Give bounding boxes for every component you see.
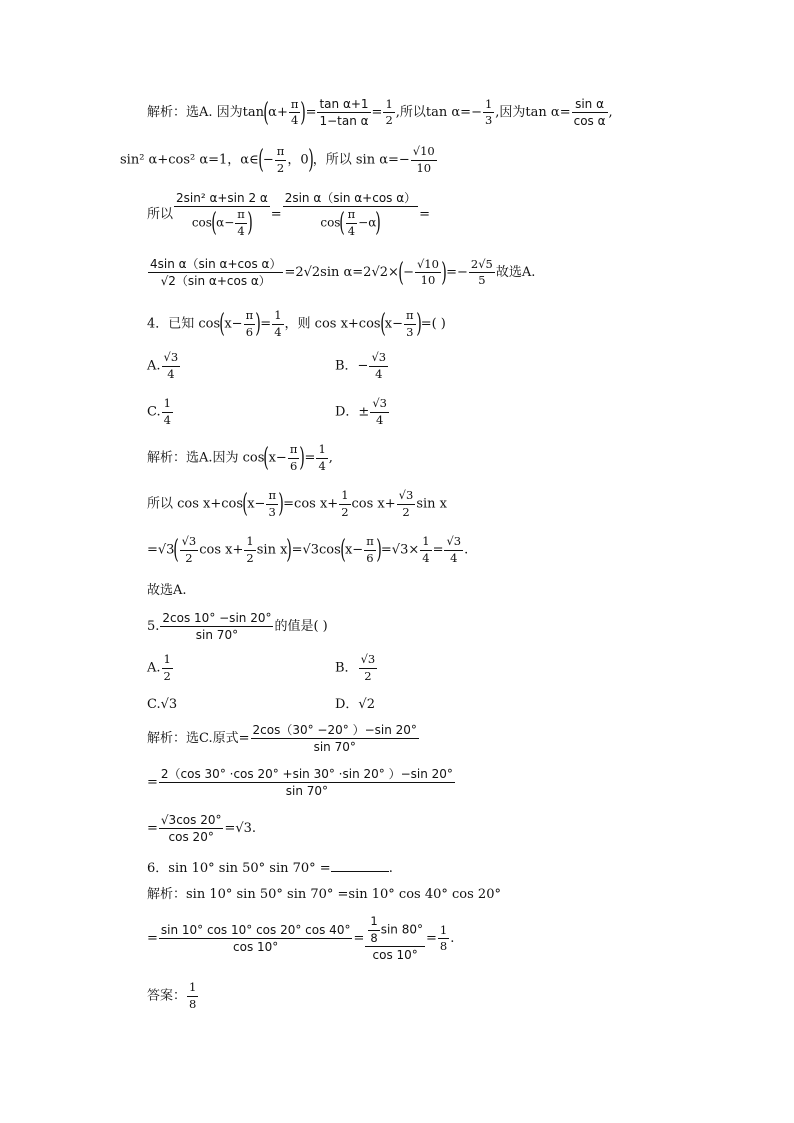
fraction: [365, 916, 425, 961]
den: 4: [274, 324, 282, 339]
num: 1: [162, 398, 173, 413]
fraction: [483, 96, 494, 127]
den: 6: [289, 458, 298, 473]
fraction: [180, 536, 199, 564]
den: 4: [167, 366, 175, 381]
q3-solution-line-1: [147, 98, 613, 127]
text: −α: [358, 215, 377, 230]
den: 8: [370, 930, 378, 945]
text: =: [147, 931, 158, 946]
paren: (: [219, 309, 226, 339]
q3-solution-line-4: [147, 258, 535, 287]
den: 2: [402, 504, 410, 519]
paren: (: [379, 309, 386, 339]
q5-stem: [147, 612, 328, 641]
num: 1: [187, 982, 198, 997]
text: sin 80°: [380, 922, 423, 937]
fraction: [397, 490, 416, 518]
num: 2√5: [469, 259, 495, 274]
q5-solution-line-3: [147, 814, 256, 843]
text: =: [425, 931, 437, 946]
fraction: [346, 209, 358, 237]
fraction: [244, 536, 255, 564]
fraction: [411, 146, 437, 174]
num: 1: [368, 916, 379, 931]
num: √3: [369, 352, 388, 367]
den: 4: [163, 412, 171, 427]
fraction: [148, 258, 283, 287]
den: 6: [245, 324, 254, 339]
text: ，0: [287, 152, 309, 168]
fraction: [444, 536, 463, 564]
num: 1: [162, 654, 173, 669]
text: −: [403, 265, 414, 280]
paren: ): [247, 208, 253, 238]
num: 2cos（30° −20° ）−sin 20°: [252, 723, 417, 737]
num: √10: [411, 146, 437, 161]
text: x−: [224, 316, 243, 332]
text: =2√2sin α=2√2×: [284, 265, 399, 280]
text: =: [270, 207, 282, 222]
num: sin 10° cos 10° cos 20° cos 40°: [160, 923, 351, 937]
q4-solution-line-3: [147, 536, 468, 564]
num: √3: [359, 654, 378, 669]
num: 1: [483, 99, 494, 114]
paren: ): [255, 309, 262, 339]
fraction: [415, 256, 441, 287]
text: cos: [191, 215, 212, 230]
num: π: [289, 99, 301, 114]
den: cos 10°: [233, 940, 279, 954]
text: A.: [147, 358, 161, 374]
num: 1: [316, 444, 327, 459]
paren: (: [398, 257, 404, 288]
den: 4: [290, 113, 299, 127]
num: √3: [444, 536, 463, 551]
text: =√3: [147, 542, 175, 558]
q5-option-d[interactable]: [335, 698, 375, 711]
text: C.√3: [147, 697, 178, 712]
fraction: [469, 256, 495, 287]
den: sin 70°: [285, 784, 329, 798]
text: D．√2: [335, 697, 375, 712]
text: A.: [147, 660, 161, 676]
den: 4: [347, 223, 356, 238]
fraction: [438, 922, 449, 953]
fraction: [159, 814, 224, 843]
den: 10: [416, 160, 432, 175]
text: x−: [384, 316, 403, 332]
fraction: [244, 310, 256, 338]
den: 3: [268, 504, 276, 519]
num: π: [346, 209, 358, 224]
fraction: [283, 192, 418, 237]
paren: (: [263, 97, 269, 128]
text: =( ): [420, 316, 446, 332]
num: π: [404, 310, 416, 325]
text: =: [305, 105, 317, 120]
text: ,: [328, 450, 333, 466]
num: 1: [339, 490, 350, 505]
num: π: [235, 209, 247, 224]
den: 4: [450, 550, 458, 565]
den: 4: [375, 366, 383, 381]
paren: (: [263, 443, 270, 473]
text: 故选A.: [147, 583, 187, 598]
den: 4: [318, 458, 326, 473]
text: cos x+: [351, 496, 396, 512]
text: =−: [446, 265, 468, 280]
q4-option-b[interactable]: [335, 352, 389, 380]
q6-stem: [147, 862, 393, 875]
den: 3: [406, 324, 414, 339]
fraction: [159, 924, 353, 953]
text: =: [304, 450, 316, 466]
num: 1: [420, 536, 431, 551]
q4-stem: [147, 310, 446, 338]
q5-solution-line-1: [147, 724, 420, 753]
fraction: [317, 98, 370, 127]
text: sin x: [416, 496, 447, 512]
text: =: [371, 105, 383, 120]
text: ,: [608, 105, 613, 120]
paren: (: [173, 535, 180, 565]
text: sin² α+cos² α=1，α∈: [120, 152, 259, 168]
paren: ): [307, 145, 314, 175]
den: 4: [422, 550, 430, 565]
q6-answer: [147, 982, 199, 1010]
fraction: [288, 444, 300, 472]
fraction: [187, 982, 198, 1010]
text: C.: [147, 404, 161, 420]
den: √2（sin α+cos α）: [160, 274, 271, 288]
fraction: [339, 490, 350, 518]
text: ,因为tan α=: [495, 105, 571, 120]
text: ，则 cos x+cos: [284, 316, 381, 332]
den: 2: [185, 550, 193, 565]
fraction: [162, 352, 181, 380]
text: 所以 cos x+cos: [147, 496, 244, 512]
num: √3: [370, 398, 389, 413]
q4-solution-line-2: [147, 490, 447, 518]
text: 6．sin 10° sin 50° sin 70° =: [147, 861, 331, 876]
text: 解析：选C.原式=: [147, 731, 250, 746]
den: 3: [484, 113, 493, 127]
den: cos 10°: [372, 948, 418, 962]
den: cos α: [573, 114, 606, 128]
num: 4sin α（sin α+cos α）: [150, 257, 282, 271]
den: sin 70°: [195, 628, 239, 642]
num: π: [364, 536, 376, 551]
text: sin x: [256, 542, 288, 558]
num: π: [266, 490, 278, 505]
num: √10: [415, 259, 441, 274]
paren: ): [441, 257, 447, 288]
text: 答案：: [147, 988, 187, 1004]
den: 2: [246, 550, 254, 565]
fraction: [275, 146, 287, 174]
den: 10: [420, 273, 436, 287]
q5-option-a[interactable]: [147, 654, 174, 682]
den: 8: [189, 996, 197, 1011]
text: =: [432, 542, 444, 558]
fraction: [364, 536, 376, 564]
den: 1−tan α: [319, 114, 369, 128]
den: 2: [163, 668, 171, 683]
paren: (: [257, 145, 264, 175]
den: sin 70°: [313, 740, 356, 754]
text: .: [450, 931, 455, 946]
text: α+: [268, 105, 288, 120]
text: ，所以 sin α=−: [312, 152, 410, 168]
den: [174, 207, 270, 237]
fraction: [266, 490, 278, 518]
q4-option-a[interactable]: [147, 352, 181, 380]
den: cos 20°: [168, 830, 214, 844]
text: =: [260, 316, 272, 332]
text: −: [262, 152, 274, 168]
text: 5.: [147, 619, 160, 634]
text: B．: [335, 660, 358, 676]
num: 1: [383, 99, 394, 114]
num: 1: [438, 925, 449, 940]
fraction: [162, 398, 173, 426]
fraction: [289, 96, 301, 127]
num: π: [275, 146, 287, 161]
fraction: [159, 768, 455, 797]
paren: (: [340, 535, 346, 565]
text: =√3.: [224, 821, 257, 836]
paren: (: [339, 208, 346, 238]
q4-solution-line-4: [147, 584, 187, 597]
fraction: [404, 310, 416, 338]
paren: ): [375, 208, 382, 238]
den: 2: [341, 504, 349, 519]
den: 2: [276, 160, 285, 175]
fraction: [235, 209, 247, 237]
text: =√3cos: [291, 542, 341, 558]
fraction: [383, 96, 394, 127]
fraction: [251, 724, 419, 753]
q4-solution-line-1: [147, 444, 333, 472]
text: =cos x+: [283, 496, 339, 512]
text: =: [353, 931, 365, 946]
q4-option-d[interactable]: [335, 398, 390, 426]
text: 的值是( ): [274, 619, 328, 634]
num: 2sin² α+sin 2 α: [176, 191, 268, 205]
paren: ): [376, 535, 382, 565]
paren: ): [299, 443, 306, 473]
fraction: [359, 654, 378, 682]
fraction: [420, 536, 431, 564]
q5-option-c[interactable]: [147, 698, 177, 711]
num: 1: [272, 310, 283, 325]
den: 4: [237, 223, 245, 238]
q5-solution-line-2: [147, 768, 456, 797]
text: B．−: [335, 358, 369, 374]
fraction: [162, 654, 173, 682]
num: √3: [397, 490, 416, 505]
num: [365, 916, 425, 947]
answer-blank[interactable]: [331, 871, 389, 872]
num: 2cos 10° −sin 20°: [162, 611, 272, 625]
q3-solution-line-3: [147, 192, 430, 237]
num: π: [244, 310, 256, 325]
den: 6: [366, 550, 374, 565]
num: √3: [180, 536, 199, 551]
text: α−: [216, 215, 235, 230]
den: 5: [478, 273, 486, 287]
num: sin α: [572, 98, 608, 113]
text: 故选A.: [495, 265, 536, 280]
text: x−: [268, 450, 287, 466]
fraction: [572, 98, 608, 127]
den: 4: [375, 412, 384, 427]
fraction: [174, 192, 270, 237]
q6-solution-line-1: [147, 888, 501, 901]
den: 2: [364, 668, 372, 683]
text: cos: [320, 215, 341, 230]
q4-option-c[interactable]: [147, 398, 174, 426]
fraction: [272, 310, 283, 338]
text: =√3×: [380, 542, 420, 558]
num: √3cos 20°: [160, 813, 222, 827]
num: 2sin α（sin α+cos α）: [284, 191, 417, 205]
text: 解析：sin 10° sin 50° sin 70° =sin 10° cos 40° cos 20°: [147, 887, 501, 902]
text: =: [419, 207, 431, 222]
text: .: [388, 861, 393, 876]
text: x−: [247, 496, 266, 512]
fraction: [368, 916, 379, 944]
num: tan α+1: [319, 97, 369, 111]
paren: ): [286, 535, 293, 565]
den: 2: [385, 113, 393, 127]
fraction: [316, 444, 327, 472]
text: =: [147, 821, 158, 836]
text: =: [147, 775, 158, 790]
text: 解析：选A. 因为tan: [147, 105, 265, 120]
fraction: [369, 352, 388, 380]
paren: (: [211, 208, 217, 238]
q6-solution-line-2: [147, 916, 454, 961]
num: 2（cos 30° ·cos 20° +sin 30° ·sin 20° ）−sin 20°: [160, 767, 453, 781]
text: 4．已知 cos: [147, 316, 221, 332]
text: ,所以tan α=−: [395, 105, 482, 120]
num: 1: [244, 536, 255, 551]
text: .: [464, 542, 469, 558]
den: [283, 207, 418, 237]
text: cos x+: [199, 542, 244, 558]
paren: ): [415, 309, 422, 339]
num: √3: [162, 352, 181, 367]
fraction: [370, 398, 389, 426]
q5-option-b[interactable]: [335, 654, 378, 682]
q3-solution-line-2: [120, 146, 438, 174]
fraction: [160, 612, 273, 641]
den: 8: [439, 939, 448, 953]
text: 所以: [147, 207, 174, 222]
text: D．±: [335, 404, 370, 420]
text: x−: [344, 542, 364, 558]
paren: ): [278, 489, 284, 519]
text: 解析：选A.因为 cos: [147, 450, 265, 466]
paren: (: [242, 489, 248, 519]
num: π: [288, 444, 300, 459]
paren: ): [300, 97, 307, 128]
